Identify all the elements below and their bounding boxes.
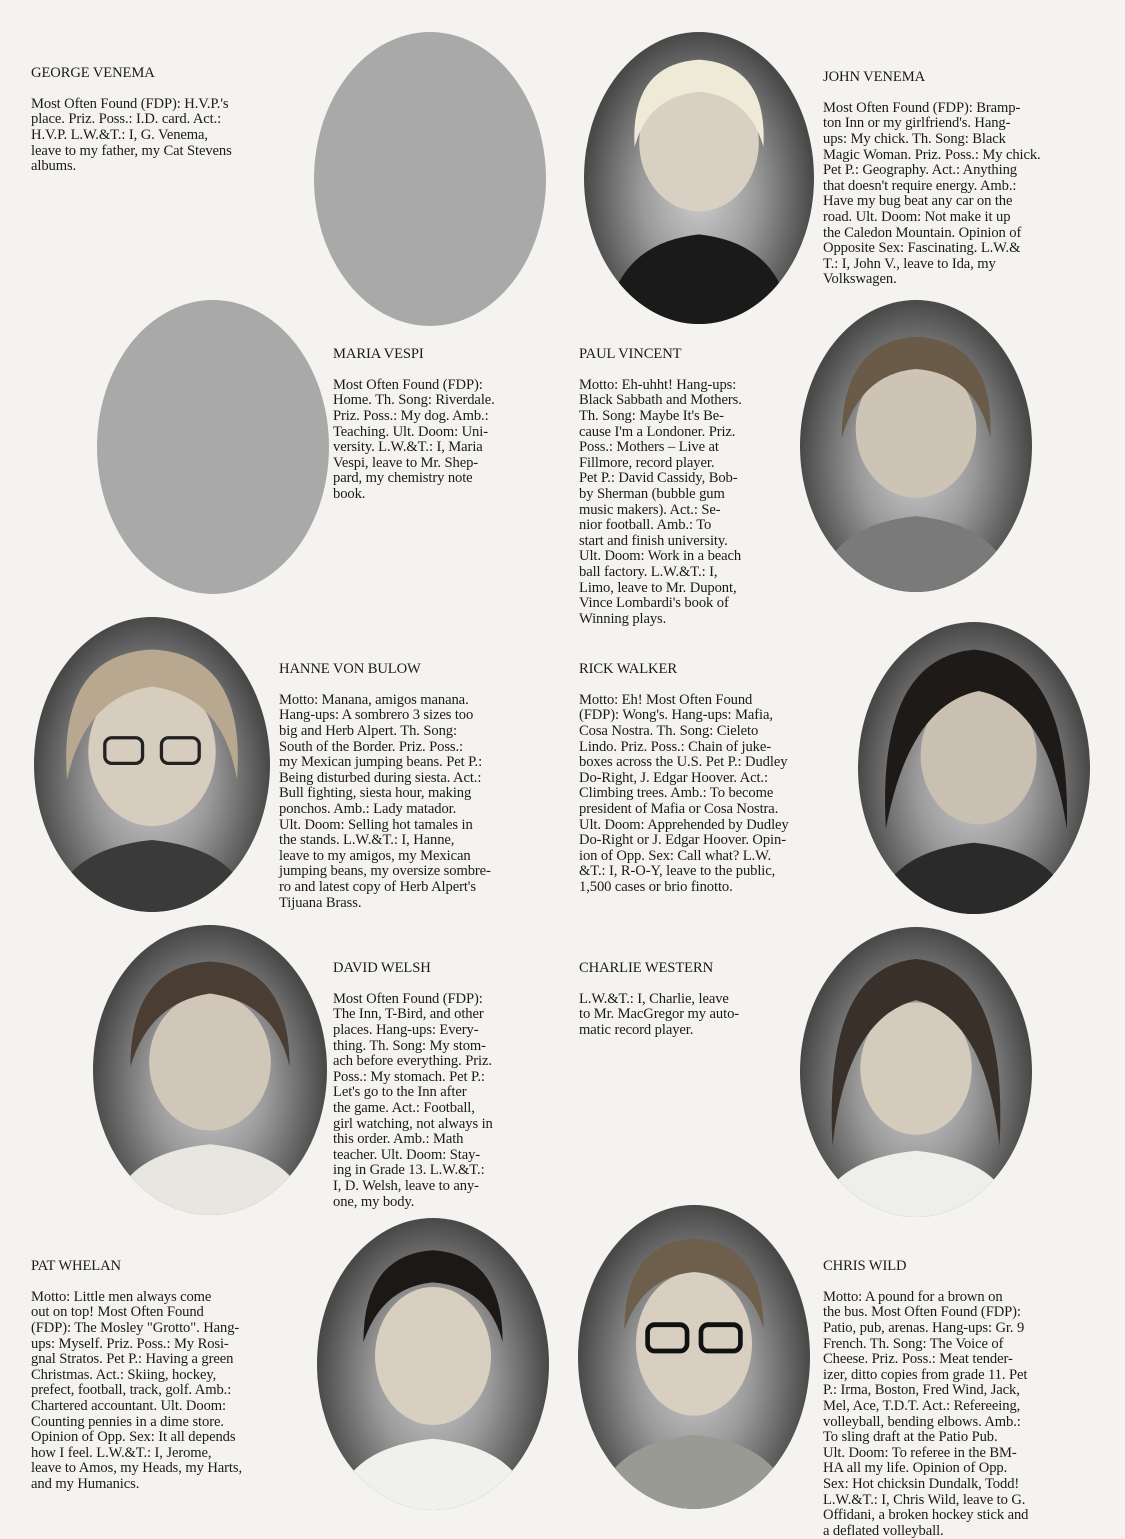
photo-placeholder-george-venema [314,32,546,326]
entry-paul-vincent [579,331,799,627]
student-bio: Motto: Manana, amigos manana. Hang-ups: A sombrero 3 sizes too big and Herb Alpert. Th. Song: South of the Border. Priz. Poss.: my Mexican jumping beans. Pet P.: Being disturbed during siesta. Act.: Bull fighting, siesta hour, making ponchos. Amb.: Lady matador. Ult. Doom: Selling hot tamales in the stands. L.W.&T.: I, Hanne, leave to my amigos, my Mexican jumping beans, my oversize sombre- ro and latest copy of Herb Alpert's Tijuana Brass. [279,691,491,911]
student-bio: Most Often Found (FDP): H.V.P.'s place. Priz. Poss.: I.D. card. Act.: H.V.P. L.W.&T.: I, G. Venema, leave to my father, my Cat Stevens albums. [31,95,232,175]
entry-maria-vespi [333,331,553,503]
portrait-pat-whelan [317,1218,549,1510]
student-name: CHRIS WILD [823,1257,907,1274]
student-name: PAT WHELAN [31,1257,121,1274]
student-bio: Motto: Little men always come out on top! Most Often Found (FDP): The Mosley "Grotto". Hang- ups: Myself. Priz. Poss.: My Rosi- gnal Stratos. Pet P.: Having a green Christmas. Act.: Skiing, hockey, prefect, football, track, golf. Amb.: Chartered accountant. Ult. Doom: Counting pennies in a dime store. Opinion of Opp. Sex: It all depends how I feel. L.W.&T.: I, Jerome, leave to Amos, my Heads, my Harts, and my Humanics. [31,1288,243,1492]
student-name: HANNE VON BULOW [279,660,421,677]
portrait-david-welsh [93,925,327,1215]
portrait-hanne-von-bulow [34,617,270,912]
student-bio: Most Often Found (FDP): The Inn, T-Bird, and other places. Hang-ups: Every- thing. Th. Song: My stom- ach before everything. Priz. Poss.: My stomach. Pet P.: Let's go to the Inn after the game. Act.: Football, girl watching, not always in this order. Amb.: Math teacher. Ult. Doom: Stay- ing in Grade 13. L.W.&T.: I, D. Welsh, leave to any- one, my body. [333,990,493,1210]
photo-placeholder-maria-vespi [97,300,329,594]
student-name: JOHN VENEMA [823,68,926,85]
student-name: PAUL VINCENT [579,345,682,362]
student-name: CHARLIE WESTERN [579,959,714,976]
portrait-rick-walker [858,622,1090,914]
student-name: DAVID WELSH [333,959,431,976]
student-name: GEORGE VENEMA [31,64,155,81]
entry-george-venema [31,50,301,175]
student-bio: Motto: A pound for a brown on the bus. Most Often Found (FDP): Patio, pub, arenas. Hang-ups: Gr. 9 French. Th. Song: The Voice of Cheese. Priz. Poss.: Meat tender- izer, ditto copies from grade 11. Pet P.: Irma, Boston, Fred Wind, Jack, Mel, Ace, T.D.T. Act.: Refereeing, volleyball, bending elbows. Amb.: To sling draft at the Patio Pub. Ult. Doom: To referee in the BM- HA all my life. Opinion of Opp. Sex: Hot chicksin Dundalk, Todd! L.W.&T.: I, Chris Wild, leave to G. Offidani, a broken hockey stick and a deflated volleyball. [823,1288,1029,1539]
portrait-charlie-western [800,927,1032,1217]
student-bio: L.W.&T.: I, Charlie, leave to Mr. MacGregor my auto- matic record player. [579,990,740,1038]
portrait-john-venema [584,32,814,324]
portrait-chris-wild [578,1205,810,1509]
student-name: MARIA VESPI [333,345,424,362]
entry-charlie-western [579,945,799,1039]
student-name: RICK WALKER [579,660,677,677]
entry-hanne-von-bulow [279,646,549,911]
entry-chris-wild [823,1243,1113,1539]
student-bio: Motto: Eh! Most Often Found (FDP): Wong's. Hang-ups: Mafia, Cosa Nostra. Th. Song: Cieleto Lindo. Priz. Poss.: Chain of juke- boxes across the U.S. Pet P.: Dudley Do-Right, J. Edgar Hoover. Act.: Climbing trees. Amb.: To become president of Mafia or Cosa Nostra. Ult. Doom: Apprehended by Dudley Do-Right or J. Edgar Hoover. Opin- ion of Opp. Sex: Call what? L.W. &T.: I, R-O-Y, leave to the public, 1,500 cases or brio finotto. [579,691,789,895]
entry-john-venema [823,54,1113,288]
student-bio: Most Often Found (FDP): Bramp- ton Inn or my girlfriend's. Hang- ups: My chick. Th. Song: Black Magic Woman. Priz. Poss.: My chick. Pet P.: Geography. Act.: Anything that doesn't require energy. Amb.: Have my bug beat any car on the road. Ult. Doom: Not make it up the Caledon Mountain. Opinion of Opposite Sex: Fascinating. L.W.& T.: I, John V., leave to Ida, my Volkswagen. [823,99,1041,288]
entry-rick-walker [579,646,854,896]
entry-pat-whelan [31,1243,306,1493]
student-bio: Motto: Eh-uhht! Hang-ups: Black Sabbath and Mothers. Th. Song: Maybe It's Be- cause I'm a Londoner. Priz. Poss.: Mothers – Live at Fillmore, record player. Pet P.: David Cassidy, Bob- by Sherman (bubble gum music makers). Act.: Se- nior football. Amb.: To start and finish university. Ult. Doom: Work in a beach ball factory. L.W.&T.: I, Limo, leave to Mr. Dupont, Vince Lombardi's book of Winning plays. [579,376,742,627]
portrait-paul-vincent [800,300,1032,592]
student-bio: Most Often Found (FDP): Home. Th. Song: Riverdale. Priz. Poss.: My dog. Amb.: Teaching. Ult. Doom: Uni- versity. L.W.&T.: I, Maria Vespi, leave to Mr. Shep- pard, my chemistry note book. [333,376,495,502]
entry-david-welsh [333,945,553,1210]
